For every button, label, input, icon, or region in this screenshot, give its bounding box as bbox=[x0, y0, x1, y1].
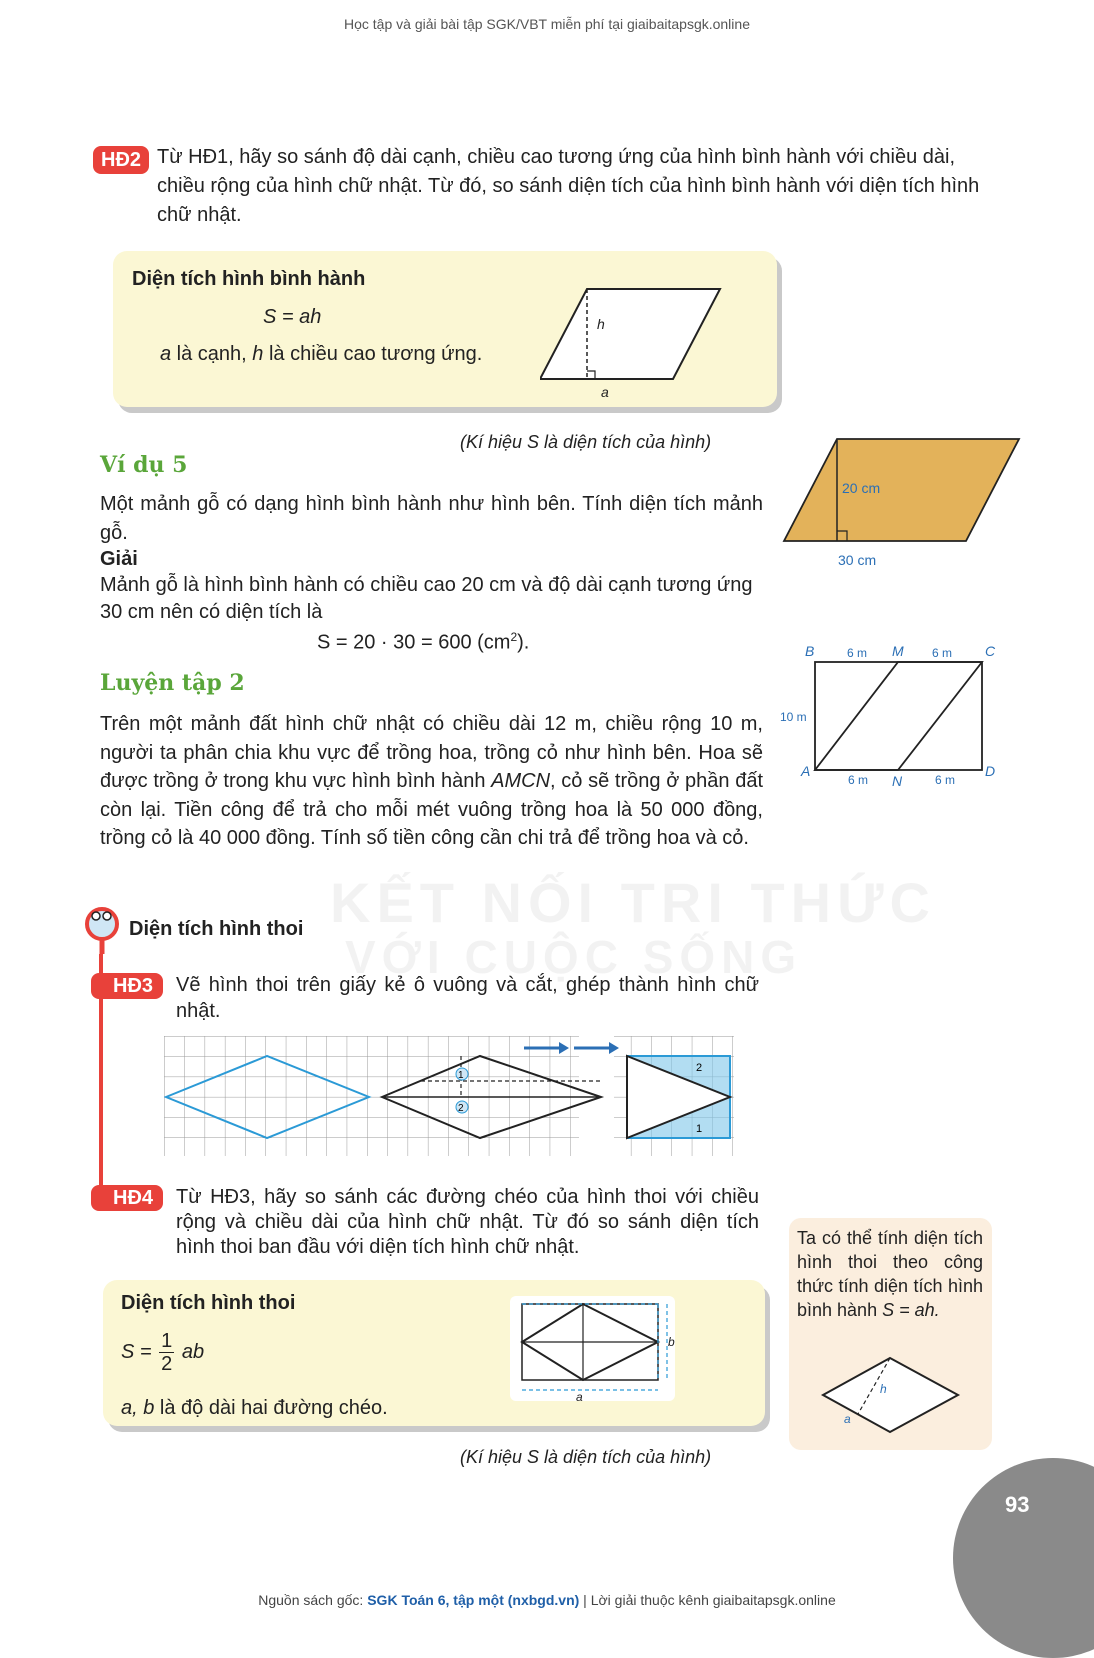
rhombus-desc: a, b là độ dài hai đường chéo. bbox=[121, 1397, 388, 1419]
rhombus-fig-bg bbox=[510, 1296, 675, 1401]
parallelogram-shape bbox=[540, 289, 720, 379]
parallelogram-formula: S = ah bbox=[263, 306, 322, 328]
rhombus-formula: S = $\frac{1}{2}$ ab bbox=[121, 1330, 205, 1375]
point-N: N bbox=[892, 773, 903, 789]
fig-label-b: b bbox=[668, 1335, 675, 1349]
seg-bot2: 6 m bbox=[935, 773, 956, 787]
practice2-title: Luyện tập 2 bbox=[100, 670, 245, 696]
hd2-tag: HĐ2 bbox=[93, 146, 149, 174]
label-h: h bbox=[597, 316, 605, 332]
point-C: C bbox=[985, 643, 996, 659]
side-label: 10 m bbox=[780, 710, 807, 724]
example5-result: S = 20 · 30 = 600 $(cm^2)$. bbox=[317, 630, 530, 654]
label-a: a bbox=[601, 384, 609, 400]
hd3-tag: HĐ3 bbox=[91, 973, 163, 999]
parallelogram-box-title: Diện tích hình bình hành bbox=[132, 268, 366, 290]
sidenote-label-a: a bbox=[844, 1412, 851, 1426]
sidenote-label-h: h bbox=[880, 1382, 887, 1396]
wood-plank bbox=[784, 439, 1019, 541]
point-D: D bbox=[985, 763, 996, 779]
fraction: $\frac{1}{2}$ bbox=[161, 1330, 173, 1375]
magnifier-icon bbox=[82, 902, 124, 954]
hd3-text: Vẽ hình thoi trên giấy kẻ ô vuông và cắt, ghép thành hình chữ nhật. bbox=[176, 974, 759, 1022]
rhombus-section-title: Diện tích hình thoi bbox=[129, 918, 304, 940]
wood-height-label: 20 cm bbox=[842, 480, 881, 496]
hd4-text: Từ HĐ3, hãy so sánh các đường chéo của hình thoi với chiều rộng và chiều dài của hình chữ nhật. Từ đó so sánh diện tích hình thoi ban đầu với diện tích hình chữ nhật. bbox=[176, 1186, 759, 1258]
svg-text:1: 1 bbox=[458, 1070, 464, 1081]
example5-problem: Một mảnh gỗ có dạng hình bình hành như hình bên. Tính diện tích mảnh gỗ. bbox=[100, 493, 763, 544]
page-number: 93 bbox=[1005, 1492, 1030, 1517]
rhombus-diagonal-figure bbox=[510, 1296, 680, 1406]
example5-solution: Mảnh gỗ là hình bình hành có chiều cao 20 cm và độ dài cạnh tương ứng 30 cm nên có diện tích là bbox=[100, 574, 753, 623]
watermark-line1: KẾT NỐI TRI THỨC bbox=[330, 871, 936, 934]
point-A: A bbox=[801, 763, 811, 779]
svg-text:1: 1 bbox=[696, 1123, 703, 1135]
svg-text:2: 2 bbox=[458, 1103, 464, 1114]
point-B: B bbox=[805, 643, 815, 659]
hd4-tag: HĐ4 bbox=[91, 1185, 163, 1211]
fig-label-a: a bbox=[576, 1390, 583, 1404]
grid-panel-2 bbox=[374, 1036, 579, 1156]
seg-top1: 6 m bbox=[847, 646, 868, 660]
hd2-text: Từ HĐ1, hãy so sánh độ dài cạnh, chiều cao tương ứng của hình bình hành với chiều dài, chiều rộng của hình chữ nhật. Từ đó, so sánh diện tích của hình bình hành với diện tích hình chữ nhật. bbox=[157, 146, 980, 226]
rhombus-box-title: Diện tích hình thoi bbox=[121, 1292, 296, 1314]
watermark-line2: VỚI CUỘC SỐNG bbox=[345, 931, 803, 983]
page-number-badge bbox=[953, 1458, 1094, 1658]
field-figure bbox=[775, 640, 1015, 790]
seg-top2: 6 m bbox=[932, 646, 953, 660]
wood-base-label: 30 cm bbox=[838, 552, 877, 568]
caption-1: (Kí hiệu S là diện tích của hình) bbox=[460, 432, 712, 452]
parallelogram-figure bbox=[540, 285, 740, 400]
page-header: Học tập và giải bài tập SGK/VBT miễn phí tại giaibaitapsgk.online bbox=[344, 16, 750, 32]
example5-title: Ví dụ 5 bbox=[100, 452, 188, 478]
field-rect bbox=[815, 662, 982, 770]
example5-solution-label: Giải bbox=[100, 548, 138, 570]
page-footer: Nguồn sách gốc: SGK Toán 6, tập một (nxbgd.vn) | Lời giải thuộc kênh giaibaitapsgk.online bbox=[258, 1592, 836, 1608]
caption-2: (Kí hiệu S là diện tích của hình) bbox=[460, 1447, 712, 1467]
point-M: M bbox=[892, 643, 904, 659]
wood-plank-figure bbox=[782, 437, 1022, 577]
hd3-grid-figure bbox=[164, 1036, 744, 1160]
sidenote-text: Ta có thể tính diện tích hình thoi theo công thức tính diện tích hình bình hành S = ah. bbox=[797, 1228, 983, 1320]
parallelogram-desc: a là cạnh, h là chiều cao tương ứng. bbox=[160, 343, 483, 365]
sidenote-figure bbox=[818, 1350, 968, 1435]
practice2-text: Trên một mảnh đất hình chữ nhật có chiều dài 12 m, chiều rộng 10 m, người ta phân chia khu vực để trồng hoa, trồng cỏ như hình bên. Hoa sẽ được trồng ở trong khu vực hình bình hành AMCN, cỏ sẽ trồng ở phần đất còn lại. Tiền công để trả cho mỗi mét vuông trồng hoa là 50 000 đồng, trồng cỏ là 40 000 đồng. Tính số tiền công cần chi trả để trồng hoa và cỏ. bbox=[100, 713, 763, 849]
seg-bot1: 6 m bbox=[848, 773, 869, 787]
svg-text:2: 2 bbox=[696, 1062, 703, 1074]
